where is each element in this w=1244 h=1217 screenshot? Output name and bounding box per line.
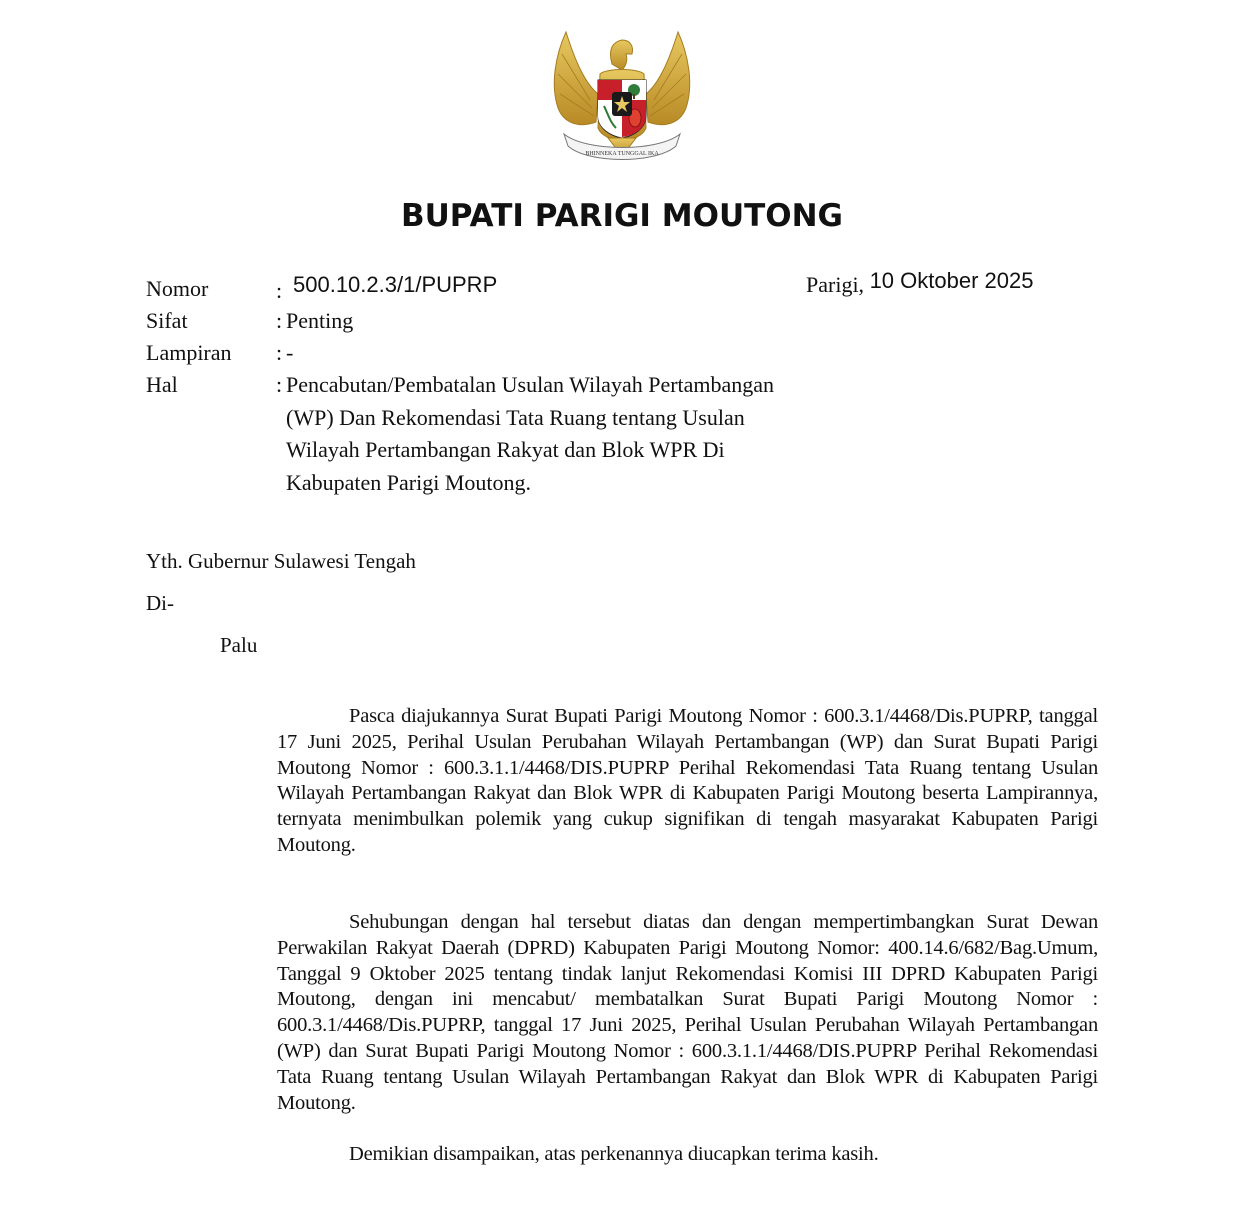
sifat-value: Penting — [286, 308, 354, 333]
body-paragraph-2: Sehubungan dengan hal tersebut diatas dan dengan mempertimbangkan Surat Dewan Perwakilan Rakyat Daerah (DPRD) Kabupaten Parigi Moutong Nomor: 400.14.6/682/Bag.Umum, Tanggal 9 Oktober 2025 tentang tindak lanjut Rekomendasi Komisi III DPRD Kabupaten Parigi Moutong, dengan ini mencabut/ membatalkan Surat Bupati Parigi Moutong Nomor : 600.3.1/4468/Dis.PUPRP, tanggal 17 Juni 2025, Perihal Usulan Perubahan Wilayah Pertambangan (WP) dan Surat Bupati Parigi Moutong Nomor : 600.3.1.1/4468/DIS.PUPRP Perihal Rekomendasi Tata Ruang tentang Usulan Wilayah Pertambangan Rakyat dan Blok WPR di Kabupaten Parigi Moutong. — [277, 911, 1098, 1114]
nomor-label: Nomor — [146, 276, 209, 301]
date-value: 10 Oktober 2025 — [869, 268, 1034, 293]
right-wing — [646, 32, 690, 125]
garuda-pancasila-emblem — [546, 24, 698, 174]
addressee-city: Palu — [220, 633, 258, 657]
lampiran-colon: : — [276, 340, 283, 365]
sifat-colon: : — [276, 308, 283, 333]
hal-value: Pencabutan/Pembatalan Usulan Wilayah Pertambangan (WP) Dan Rekomendasi Tata Ruang tentang Usulan Wilayah Pertambangan Rakyat dan Blok WPR Di Kabupaten Parigi Moutong. — [286, 372, 775, 495]
body-paragraph-1: Pasca diajukannya Surat Bupati Parigi Moutong Nomor : 600.3.1/4468/Dis.PUPRP, tanggal 17 Juni 2025, Perihal Usulan Perubahan Wilayah Pertambangan (WP) dan Surat Bupati Parigi Moutong Nomor : 600.3.1.1/4468/DIS.PUPRP Perihal Rekomendasi Tata Ruang tentang Usulan Wilayah Pertambangan Rakyat dan Blok WPR di Kabupaten Parigi Moutong beserta Lampirannya, ternyata menimbulkan polemik yang cukup signifikan di tengah masyarakat Kabupaten Parigi Moutong. — [277, 705, 1098, 856]
hal-colon: : — [276, 372, 283, 397]
motto-text: BHINNEKA TUNGGAL IKA — [585, 151, 659, 157]
date-place: Parigi, — [806, 272, 865, 297]
lampiran-value: - — [286, 340, 294, 365]
left-wing — [554, 32, 598, 125]
addressee-to: Yth. Gubernur Sulawesi Tengah — [146, 549, 416, 573]
body-paragraph-closing: Demikian disampaikan, atas perkenannya diucapkan terima kasih. — [349, 1143, 879, 1165]
sifat-label: Sifat — [146, 308, 188, 333]
letterhead-title: BUPATI PARIGI MOUTONG — [400, 198, 844, 234]
nomor-value: 500.10.2.3/1/PUPRP — [293, 272, 498, 297]
lampiran-label: Lampiran — [146, 340, 232, 365]
letter-date — [806, 268, 1034, 298]
nomor-colon: : — [276, 278, 283, 303]
garuda-head — [610, 40, 632, 70]
shield — [598, 80, 646, 138]
addressee-di: Di- — [146, 591, 174, 615]
hal-label: Hal — [146, 372, 178, 397]
garuda-emblem-graphic — [546, 24, 698, 174]
